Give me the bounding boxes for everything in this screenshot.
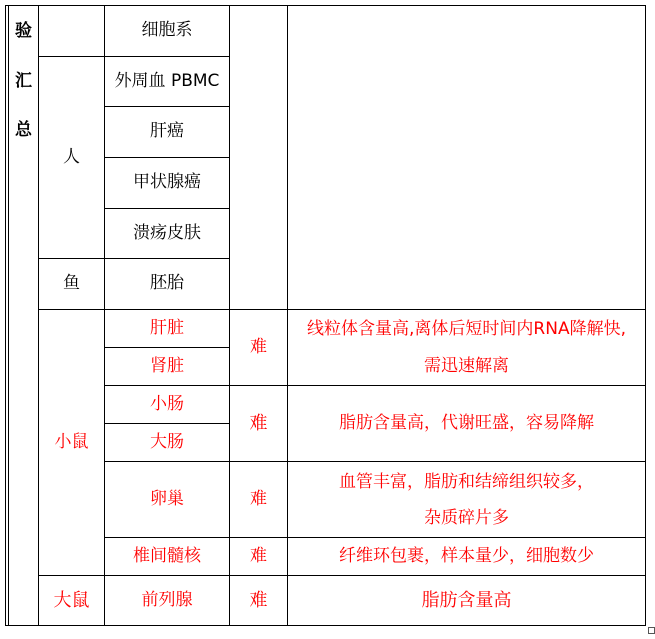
species-rat: 大鼠	[53, 590, 90, 611]
sample-small-intestine: 小肠	[150, 393, 184, 414]
table-border-right	[645, 5, 646, 626]
note-line: 杂质碎片多	[424, 507, 509, 528]
sample-ulcer-skin: 溃疡皮肤	[133, 222, 201, 243]
sample-liver-cancer: 肝癌	[150, 121, 184, 142]
sample-prostate: 前列腺	[141, 589, 193, 610]
sample-embryo: 胚胎	[150, 273, 184, 294]
sample-liver: 肝脏	[150, 317, 184, 338]
sample-large-intestine: 大肠	[150, 431, 184, 452]
table-border-top	[5, 5, 646, 6]
sample-pbmc: 外周血 PBMC	[114, 70, 220, 91]
difficulty-badge: 难	[249, 413, 268, 434]
note-line: 血管丰富，脂肪和结缔组织较多，	[339, 471, 594, 492]
note-intestine	[288, 386, 645, 461]
table-border-bottom	[5, 625, 646, 626]
note-line: 纤维环包裹，样本量少，细胞数少	[339, 545, 594, 566]
sample-kidney: 肾脏	[150, 355, 184, 376]
sample-nucleus-pulposus: 椎间髓核	[133, 545, 201, 566]
difficulty-badge: 难	[250, 488, 267, 509]
sample-cell-line: 细胞系	[141, 20, 193, 41]
note-ovary	[288, 462, 645, 537]
sample-thyroid-cancer: 甲状腺癌	[133, 172, 201, 193]
sample-ovary: 卵巢	[150, 488, 184, 509]
species-fish: 鱼	[63, 273, 80, 294]
note-liver-kidney	[288, 310, 645, 385]
note-line: 脂肪含量高，代谢旺盛，容易降解	[339, 412, 594, 433]
table-border-left	[5, 5, 6, 626]
note-line: 需迅速解离	[424, 355, 509, 376]
side-title-char: 总	[15, 120, 32, 140]
note-prostate: 脂肪含量高	[421, 590, 512, 611]
difficulty-badge: 难	[250, 336, 267, 357]
note-line: 线粒体含量高,离体后短时间内RNA降解快,	[307, 318, 626, 339]
note-nucleus-pulposus	[288, 538, 645, 575]
difficulty-badge: 难	[250, 545, 267, 566]
side-title-char: 验	[15, 21, 32, 41]
species-mouse: 小鼠	[54, 431, 89, 452]
side-title	[9, 6, 38, 206]
column-divider-note-upper	[287, 5, 288, 309]
side-title-char: 汇	[15, 70, 32, 91]
column-divider-difficulty-upper	[229, 5, 230, 309]
resize-handle[interactable]	[648, 627, 655, 634]
species-human: 人	[63, 146, 80, 167]
difficulty-badge: 难	[249, 590, 268, 611]
